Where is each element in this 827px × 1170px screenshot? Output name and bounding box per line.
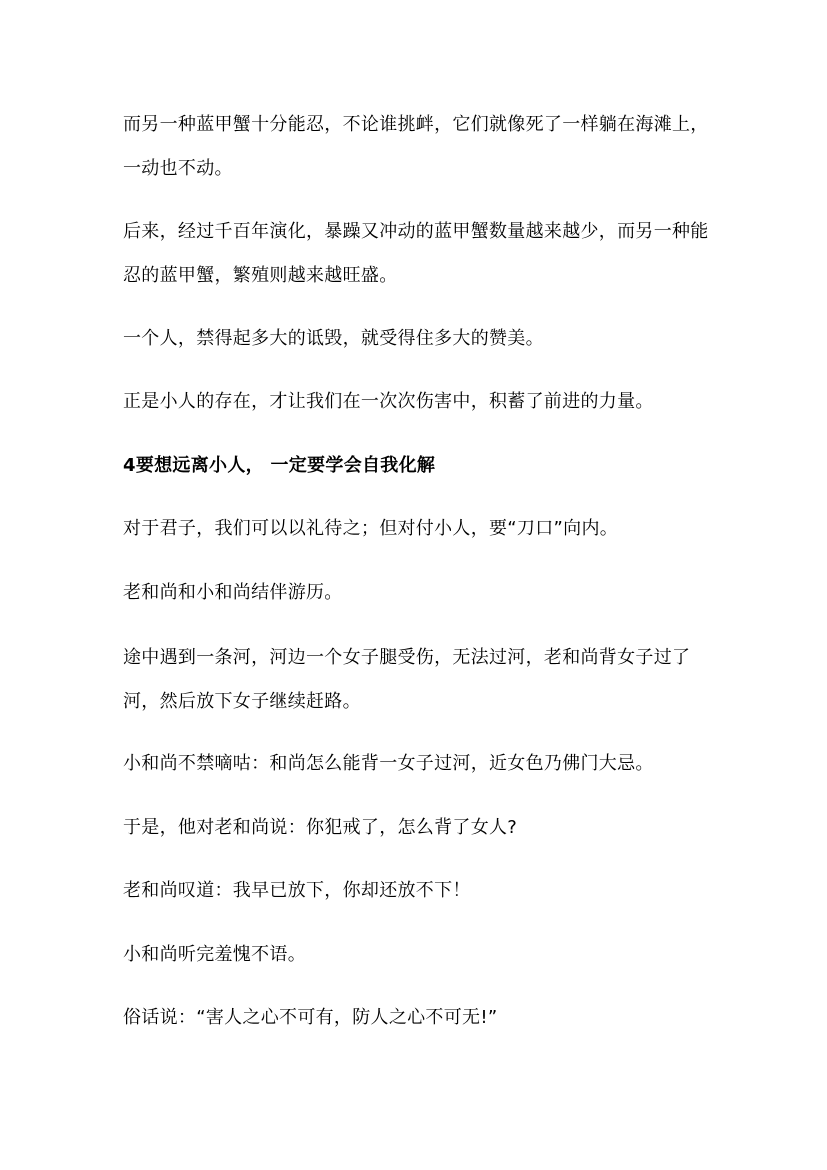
paragraph-praise-and-slander: 一个人，禁得起多大的诋毁，就受得住多大的赞美。 xyxy=(123,328,544,349)
paragraph-river-crossing: 途中遇到一条河，河边一个女子腿受伤，无法过河，老和尚背女子过了河，然后放下女子继续赶路。 xyxy=(123,647,691,712)
section-heading: 4要想远离小人， 一定要学会自我化解 xyxy=(123,455,436,476)
paragraph-gentleman-and-villain: 对于君子，我们可以以礼待之；但对付小人，要“刀口”向内。 xyxy=(123,518,619,539)
paragraph-monks-travel: 老和尚和小和尚结伴游历。 xyxy=(123,582,343,603)
paragraph-blue-crab-patient: 而另一种蓝甲蟹十分能忍，不论谁挑衅，它们就像死了一样躺在海滩上，一动也不动。 xyxy=(123,114,709,179)
paragraph-strength-from-villains: 正是小人的存在，才让我们在一次次伤害中，积蓄了前进的力量。 xyxy=(123,391,654,412)
paragraph-young-monk-ashamed: 小和尚听完羞愧不语。 xyxy=(123,944,306,965)
paragraph-blue-crab-evolution: 后来，经过千百年演化，暴躁又冲动的蓝甲蟹数量越来越少，而另一种能忍的蓝甲蟹，繁殖则越来越旺盛。 xyxy=(123,221,709,286)
paragraph-proverb: 俗话说：“害人之心不可有，防人之心不可无!” xyxy=(123,1007,498,1028)
paragraph-old-monk-replies: 老和尚叹道：我早已放下，你却还放不下！ xyxy=(123,880,471,901)
paragraph-young-monk-mutters: 小和尚不禁嘀咕：和尚怎么能背一女子过河，近女色乃佛门大忌。 xyxy=(123,753,654,774)
paragraph-young-monk-says: 于是，他对老和尚说：你犯戒了，怎么背了女人? xyxy=(123,817,518,838)
